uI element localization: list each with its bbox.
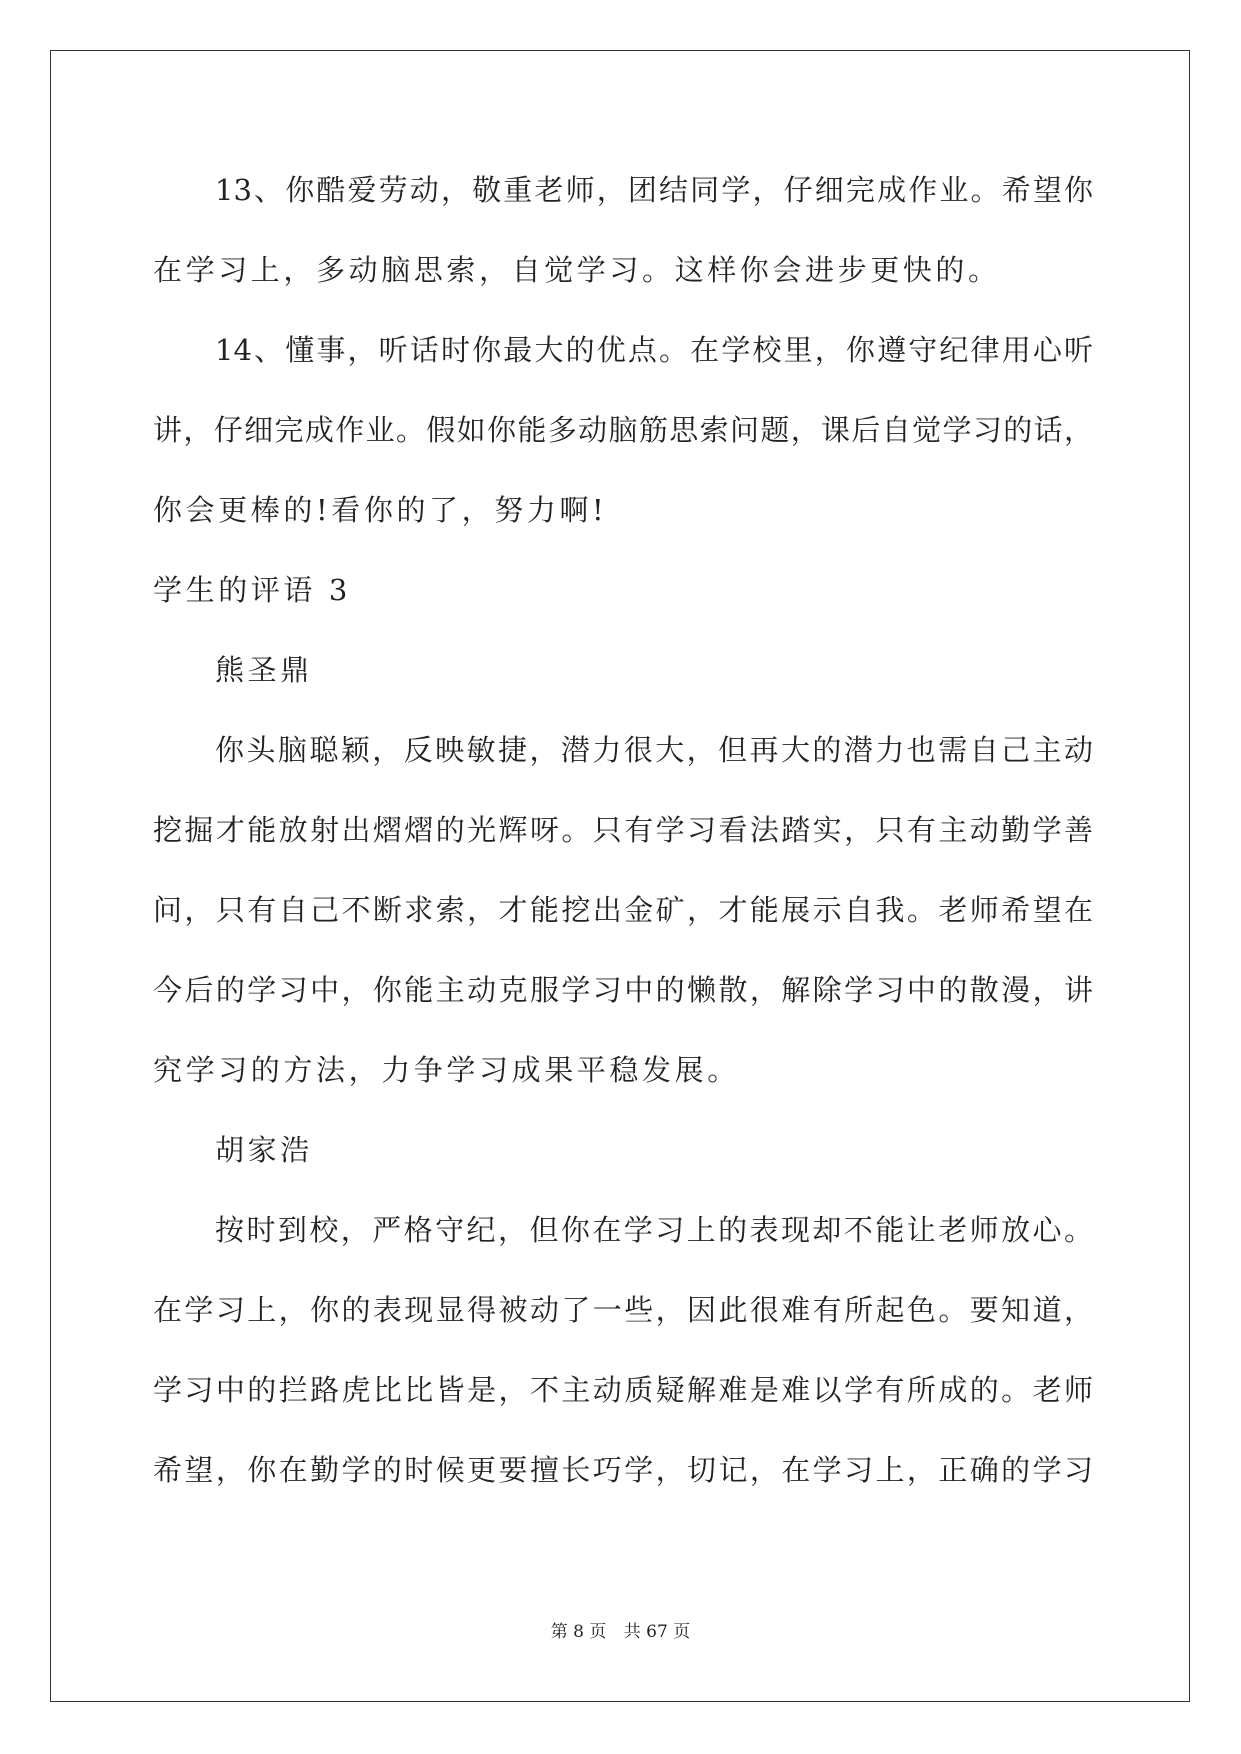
paragraph-line: 希望，你在勤学的时候更要擅长巧学，切记，在学习上，正确的学习 [153, 1453, 1093, 1487]
paragraph-line: 究学习的方法，力争学习成果平稳发展。 [153, 1053, 740, 1087]
paragraph-line: 14、懂事，听话时你最大的优点。在学校里，你遵守纪律用心听 [215, 333, 1093, 367]
paragraph-line: 你会更棒的!看你的了，努力啊! [153, 493, 608, 527]
paragraph-line: 学习中的拦路虎比比皆是，不主动质疑解难是难以学有所成的。老师 [153, 1373, 1093, 1407]
page-number: 第 8 页 [550, 1622, 607, 1642]
student-name: 熊圣鼎 [215, 653, 313, 687]
section-heading: 学生的评语 3 [153, 573, 351, 607]
page-total: 共 67 页 [623, 1622, 691, 1642]
paragraph-line: 13、你酷爱劳动，敬重老师，团结同学，仔细完成作业。希望你 [215, 173, 1093, 207]
paragraph-line: 在学习上，你的表现显得被动了一些，因此很难有所起色。要知道， [153, 1293, 1093, 1327]
page-footer [0, 1620, 1241, 1644]
paragraph-line: 在学习上，多动脑思索，自觉学习。这样你会进步更快的。 [153, 253, 1001, 287]
paragraph-line: 你头脑聪颖，反映敏捷，潜力很大，但再大的潜力也需自己主动 [215, 733, 1093, 767]
paragraph-line: 按时到校，严格守纪，但你在学习上的表现却不能让老师放心。 [215, 1213, 1093, 1247]
paragraph-line: 问，只有自己不断求索，才能挖出金矿，才能展示自我。老师希望在 [153, 893, 1093, 927]
student-name: 胡家浩 [215, 1133, 313, 1167]
paragraph-line: 讲，仔细完成作业。假如你能多动脑筋思索问题，课后自觉学习的话， [153, 413, 1093, 447]
paragraph-line: 挖掘才能放射出熠熠的光辉呀。只有学习看法踏实，只有主动勤学善 [153, 813, 1093, 847]
paragraph-line: 今后的学习中，你能主动克服学习中的懒散，解除学习中的散漫，讲 [153, 973, 1093, 1007]
